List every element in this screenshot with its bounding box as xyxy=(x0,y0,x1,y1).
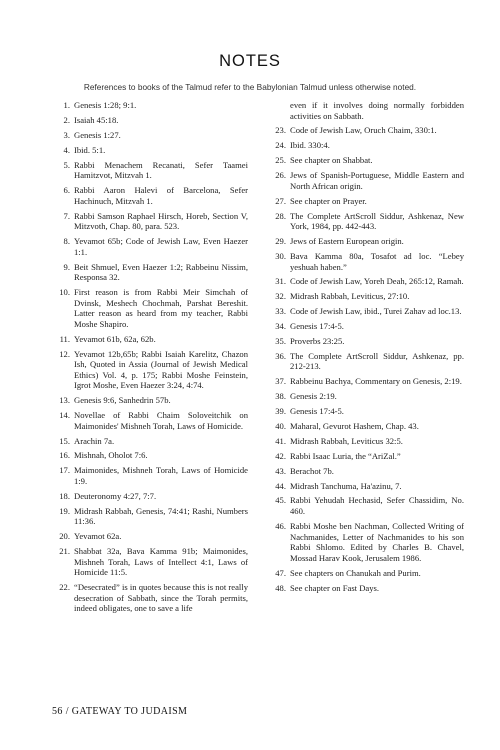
note-text: Midrash Tanchuma, Ha'azinu, 7. xyxy=(290,480,402,491)
note-number: 15. xyxy=(59,435,70,446)
note-text: Isaiah 45:18. xyxy=(74,114,119,125)
note-number: 38. xyxy=(275,391,286,402)
note-item xyxy=(268,276,464,287)
note-text: Novellae of Rabbi Chaim Soloveitchik on Maimonides' Mishneh Torah, Laws of Homicide. xyxy=(74,410,248,431)
note-item xyxy=(52,546,248,578)
note-text: Code of Jewish Law, Yoreh Deah, 265:12, Ramah. xyxy=(290,276,464,287)
note-text: The Complete ArtScroll Siddur, Ashkenaz, pp. 212-213. xyxy=(290,350,464,372)
note-number: 28. xyxy=(275,210,286,221)
note-text: Proverbs 23:25. xyxy=(290,335,345,346)
note-item xyxy=(268,351,464,372)
note-text: See chapter on Shabbat. xyxy=(290,155,373,166)
note-text: Shabbat 32a, Bava Kamma 91b; Maimonides, Mishneh Torah, Laws of Intellect 4:1, Laws of Homicide 11:5. xyxy=(74,546,248,578)
note-item xyxy=(268,481,464,492)
note-number: 13. xyxy=(59,395,70,406)
note-item xyxy=(268,466,464,477)
note-number: 25. xyxy=(275,155,286,166)
note-item xyxy=(52,115,248,126)
note-number: 24. xyxy=(275,140,286,151)
note-item xyxy=(52,334,248,345)
note-number: 6. xyxy=(63,185,70,196)
page-subtitle: References to books of the Talmud refer to the Babylonian Talmud unless otherwise noted. xyxy=(83,82,417,92)
note-item xyxy=(52,410,248,431)
note-number: 9. xyxy=(63,261,70,272)
note-item xyxy=(268,451,464,462)
note-text: Maharal, Gevurot Hashem, Chap. 43. xyxy=(290,421,419,431)
note-number: 11. xyxy=(59,333,70,344)
note-text: The Complete ArtScroll Siddur, Ashkenaz, New York, 1984, pp. 442-443. xyxy=(290,210,464,232)
note-item xyxy=(52,160,248,181)
note-number: 41. xyxy=(275,435,286,446)
note-number: 4. xyxy=(63,144,70,155)
note-item xyxy=(268,236,464,247)
note-text: Code of Jewish Law, ibid., Turei Zahav ad loc.13. xyxy=(290,306,462,317)
note-text: Rabbi Aaron Halevi of Barcelona, Sefer Hachinuch, Mitzvah 1. xyxy=(74,185,248,206)
note-text: Genesis 2:19. xyxy=(290,391,337,402)
note-number: 43. xyxy=(275,465,286,476)
note-text: See chapter on Prayer. xyxy=(290,195,367,206)
note-item xyxy=(268,140,464,151)
note-item xyxy=(52,506,248,527)
note-text: Deuteronomy 4:27, 7:7. xyxy=(74,490,157,501)
note-item xyxy=(268,521,464,563)
note-continuation: even if it involves doing normally forbidden activities on Sabbath. xyxy=(290,100,464,121)
note-text: Yevamot 65b; Code of Jewish Law, Even Haezer 1:1. xyxy=(74,236,248,257)
note-item xyxy=(52,130,248,141)
note-number: 42. xyxy=(275,450,286,461)
page-title: NOTES xyxy=(219,52,281,70)
note-item xyxy=(268,306,464,317)
note-text: Genesis 17:4-5. xyxy=(290,406,344,417)
note-number: 26. xyxy=(275,170,286,181)
note-text: Rabbi Menachem Recanati, Sefer Taamei Hamitzvot, Mitzvah 1. xyxy=(74,159,248,181)
note-item xyxy=(52,582,248,614)
note-number: 31. xyxy=(275,276,286,287)
note-text: First reason is from Rabbi Meir Simchah of Dvinsk, Meshech Chochmah, Parshat Bereshit. Latter reason as heard from my teacher, Rabbi Moshe Shapiro. xyxy=(74,286,248,329)
note-text: Genesis 1:27. xyxy=(74,129,121,140)
note-text: Genesis 9:6, Sanhedrin 57b. xyxy=(74,395,171,406)
note-item xyxy=(52,236,248,257)
note-number: 10. xyxy=(59,286,70,297)
note-item xyxy=(52,262,248,283)
note-item xyxy=(268,436,464,447)
note-item xyxy=(268,391,464,402)
note-number: 1. xyxy=(63,100,70,110)
note-number: 45. xyxy=(275,495,286,506)
note-item xyxy=(268,321,464,332)
note-number: 36. xyxy=(275,350,286,361)
note-text: Beit Shmuel, Even Haezer 1:2; Rabbeinu Nissim, Responsa 32. xyxy=(74,261,248,283)
note-item xyxy=(268,583,464,594)
note-item xyxy=(268,376,464,387)
note-item xyxy=(52,100,248,111)
note-text: See chapter on Fast Days. xyxy=(290,582,380,593)
note-text: Midrash Rabbah, Leviticus, 27:10. xyxy=(290,291,410,302)
note-number: 17. xyxy=(59,465,70,476)
note-text: Yevamot 12b,65b; Rabbi Isaiah Karelitz, Chazon Ish, Quoted in Assia (Journal of Jewish Medical Ethics) Vol. 4, p. 175; Rabbi Moshe Feinstein, Igrot Moshe, Even Haezer 3:24, 4:74. xyxy=(74,348,248,391)
note-number: 29. xyxy=(275,236,286,247)
note-text: Yevamot 61b, 62a, 62b. xyxy=(74,333,156,344)
note-text: Ibid. 330:4. xyxy=(290,140,330,151)
note-text: Midrash Rabbah, Genesis, 74:41; Rashi, Numbers 11:36. xyxy=(74,505,248,527)
note-item xyxy=(268,336,464,347)
note-text: Yevamot 62a. xyxy=(74,531,122,542)
note-text: See chapters on Chanukah and Purim. xyxy=(290,567,421,578)
note-number: 18. xyxy=(59,490,70,501)
note-text: Rabbi Samson Raphael Hirsch, Horeb, Section V, Mitzvoth, Chap. 80, para. 523. xyxy=(74,210,248,232)
note-item xyxy=(52,185,248,206)
note-number: 34. xyxy=(275,321,286,332)
note-number: 16. xyxy=(59,450,70,461)
note-number: 8. xyxy=(63,236,70,247)
note-text: Bava Kamma 80a, Tosafot ad loc. “Lebey yeshuah haben.” xyxy=(290,250,464,272)
note-text: “Desecrated” is in quotes because this is not really desecration of Sabbath, since the Torah permits, indeed obligates, one to save a life xyxy=(74,582,248,614)
note-text: Code of Jewish Law, Oruch Chaim, 330:1. xyxy=(290,125,437,136)
note-item xyxy=(268,406,464,417)
note-number: 40. xyxy=(275,421,286,431)
note-text: Rabbeinu Bachya, Commentary on Genesis, 2:19. xyxy=(290,376,462,387)
note-text: Rabbi Isaac Luria, the “AriZal.” xyxy=(290,450,401,461)
note-item xyxy=(268,495,464,516)
note-number: 30. xyxy=(275,250,286,261)
note-number: 46. xyxy=(275,520,286,531)
notes-right-column xyxy=(268,100,464,597)
note-item xyxy=(268,251,464,272)
note-text: Genesis 1:28; 9:1. xyxy=(74,100,137,110)
note-text: Berachot 7b. xyxy=(290,465,334,476)
note-number: 35. xyxy=(275,335,286,346)
note-number: 14. xyxy=(59,410,70,421)
note-number: 7. xyxy=(63,210,70,221)
note-text: Rabbi Yehudah Hechasid, Sefer Chassidim, No. 460. xyxy=(290,495,464,517)
note-item xyxy=(52,395,248,406)
note-item xyxy=(268,196,464,207)
note-number: 3. xyxy=(63,129,70,140)
note-text: Ibid. 5:1. xyxy=(74,144,106,155)
note-text: Maimonides, Mishneh Torah, Laws of Homicide 1:9. xyxy=(74,465,248,486)
note-number: 2. xyxy=(63,114,70,125)
note-item xyxy=(52,211,248,232)
note-item xyxy=(52,287,248,329)
note-item xyxy=(268,211,464,232)
note-item xyxy=(268,170,464,191)
note-item xyxy=(52,145,248,156)
note-number: 32. xyxy=(275,291,286,302)
note-item xyxy=(268,291,464,302)
note-text: Jews of Spanish-Portuguese, Middle Eastern and North African origin. xyxy=(290,170,464,191)
note-number: 48. xyxy=(275,582,286,593)
note-number: 21. xyxy=(59,546,70,557)
note-text: Jews of Eastern European origin. xyxy=(290,236,404,247)
note-item xyxy=(52,436,248,447)
note-number: 47. xyxy=(275,567,286,578)
note-number: 19. xyxy=(59,505,70,516)
note-number: 20. xyxy=(59,531,70,542)
note-number: 5. xyxy=(63,159,70,170)
note-item xyxy=(268,125,464,136)
note-number: 37. xyxy=(275,376,286,387)
note-number: 33. xyxy=(275,306,286,317)
note-item xyxy=(52,465,248,486)
page-footer: 56 / GATEWAY TO JUDAISM xyxy=(52,706,188,717)
note-text: Mishnah, Oholot 7:6. xyxy=(74,450,148,461)
note-number: 39. xyxy=(275,406,286,417)
note-text: Arachin 7a. xyxy=(74,435,115,446)
note-text: Genesis 17:4-5. xyxy=(290,321,344,332)
note-item xyxy=(52,450,248,461)
note-number: 23. xyxy=(275,125,286,136)
note-number: 44. xyxy=(275,480,286,491)
note-item xyxy=(52,531,248,542)
note-item xyxy=(268,155,464,166)
note-item xyxy=(52,491,248,502)
note-text: Rabbi Moshe ben Nachman, Collected Writing of Nachmanides, Letter of Nachmanides to his son Rabbi Shlomo. Edited by Charles B. Chavel, Mossad Harav Kook, Jerusalem 1986. xyxy=(290,520,464,563)
note-number: 27. xyxy=(275,195,286,206)
note-text: Midrash Rabbah, Leviticus 32:5. xyxy=(290,435,403,446)
note-number: 12. xyxy=(59,348,70,359)
note-number: 22. xyxy=(59,582,70,593)
note-item xyxy=(268,568,464,579)
note-item xyxy=(52,349,248,391)
notes-left-column xyxy=(52,100,248,618)
note-item xyxy=(268,421,464,432)
